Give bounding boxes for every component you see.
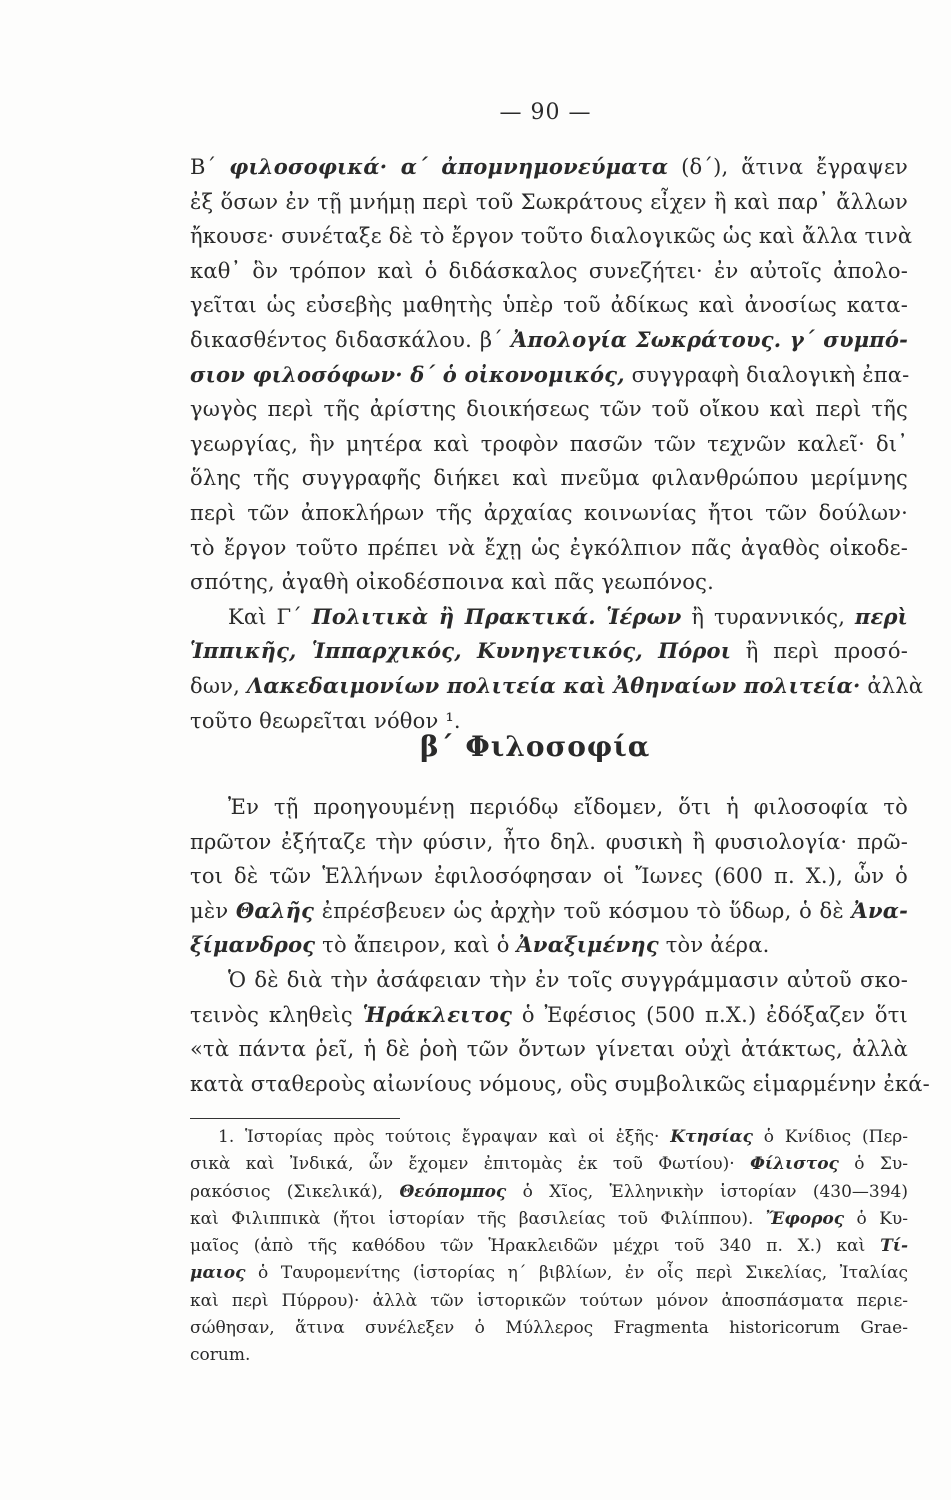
text-run: Β΄ bbox=[190, 155, 230, 179]
text-line bbox=[190, 1288, 908, 1315]
text-line bbox=[190, 427, 908, 462]
emphasized-text: Ἀπολογία Σωκράτους. γ΄ συμπό- bbox=[510, 326, 908, 352]
emphasized-text: Ἀναξιμένης bbox=[516, 932, 659, 958]
text-line bbox=[190, 1179, 908, 1206]
text-run: καθ᾽ ὃν τρόπον καὶ ὁ διδάσκαλος συνεζήτει· ἐν αὐτοῖς ἀπολο- bbox=[190, 258, 908, 283]
text-run: ὁ Συ- bbox=[838, 1154, 908, 1175]
text-run: περὶ τῶν ἀποκλήρων τῆς ἀρχαίας κοινωνίας ἤτοι τῶν δούλων· bbox=[190, 500, 908, 525]
text-line bbox=[190, 1233, 908, 1260]
text-line bbox=[190, 1067, 930, 1102]
text-line bbox=[190, 1124, 908, 1151]
emphasized-text: περὶ bbox=[854, 603, 908, 629]
text-line bbox=[190, 998, 908, 1033]
text-line bbox=[190, 219, 913, 254]
emphasized-text: μαιος bbox=[190, 1263, 246, 1284]
footnote-divider bbox=[190, 1118, 400, 1119]
emphasized-text: Ἔφορος bbox=[765, 1208, 845, 1229]
text-run: κατὰ σταθεροὺς αἰωνίους νόμους, οὓς συμβολικῶς εἱμαρμένην ἐκά- bbox=[190, 1071, 930, 1096]
text-line bbox=[190, 1342, 908, 1369]
text-line bbox=[190, 358, 908, 393]
emphasized-text: φιλοσοφικά· α΄ ἀπομνημονεύματα bbox=[229, 154, 669, 179]
emphasized-text: Ἱππικῆς, Ἱππαρχικός, Κυνηγετικός, Πόροι bbox=[190, 638, 732, 664]
text-run: ὁ Ἐφέσιος (500 π.Χ.) ἐδόξαζεν ὅτι bbox=[512, 1002, 908, 1027]
text-line bbox=[190, 928, 908, 963]
text-line bbox=[190, 600, 908, 635]
text-line bbox=[190, 790, 908, 825]
text-run: ἢ περὶ προσό- bbox=[731, 639, 908, 664]
text-line bbox=[190, 323, 908, 358]
text-run: «τὰ πάντα ῥεῖ, ἡ δὲ ῥοὴ τῶν ὄντων γίνεται οὐχὶ ἀτάκτως, ἀλλὰ bbox=[190, 1037, 908, 1062]
text-run: ἀλλὰ bbox=[860, 673, 924, 698]
text-run: σώθησαν, ἅτινα συνέλεξεν ὁ Μύλλερος Fragmenta historicorum Grae- bbox=[190, 1318, 908, 1339]
text-line bbox=[190, 254, 908, 289]
text-line bbox=[190, 496, 908, 531]
text-run: Καὶ Γ΄ bbox=[228, 604, 312, 629]
text-line bbox=[190, 1032, 908, 1067]
footnote bbox=[190, 1124, 908, 1370]
emphasized-text: Λακεδαιμονίων πολιτεία καὶ Ἀθηναίων πολιτεία· bbox=[246, 672, 861, 698]
emphasized-text: ξίμανδρος bbox=[190, 932, 316, 958]
text-line bbox=[190, 565, 908, 600]
emphasized-text: Θεόπομπος bbox=[399, 1181, 507, 1202]
text-run: corum. bbox=[190, 1345, 251, 1366]
text-run: δικασθέντος διδασκάλου. β΄ bbox=[190, 327, 511, 352]
text-run: τοι δὲ τῶν Ἑλλήνων ἐφιλοσόφησαν οἱ Ἴωνες (600 π. Χ.), ὧν ὁ bbox=[190, 864, 908, 889]
text-line bbox=[190, 1206, 908, 1233]
text-line bbox=[190, 392, 908, 427]
text-line bbox=[190, 669, 924, 704]
text-run: ὁ Ταυρομενίτης (ἱστορίας η΄ βιβλίων, ἐν οἷς περὶ Σικελίας, Ἰταλίας bbox=[245, 1263, 908, 1284]
text-run: Ὁ δὲ διὰ τὴν ἀσάφειαν τὴν ἐν τοῖς συγγράμμασιν αὐτοῦ σκο- bbox=[228, 967, 908, 992]
emphasized-text: Πολιτικὰ ἢ Πρακτικά. Ἱέρων bbox=[311, 603, 682, 629]
text-run: γωγὸς περὶ τῆς ἀρίστης διοικήσεως τῶν τοῦ οἴκου καὶ περὶ τῆς bbox=[190, 397, 908, 422]
text-run: σικὰ καὶ Ἰνδικά, ὧν ἔχομεν ἐπιτομὰς ἐκ τοῦ Φωτίου)· bbox=[190, 1154, 751, 1175]
emphasized-text: Θαλῆς bbox=[235, 897, 315, 923]
text-run: μαῖος (ἀπὸ τῆς καθόδου τῶν Ἡρακλειδῶν μέχρι τοῦ 340 π. Χ.) καὶ bbox=[190, 1236, 881, 1257]
text-run: (δ΄), ἅτινα ἔγραψεν bbox=[668, 155, 908, 179]
text-line bbox=[190, 1260, 908, 1287]
text-run: τὸν ἀέρα. bbox=[658, 933, 770, 958]
text-run: τὸ ἄπειρον, καὶ ὁ bbox=[315, 933, 517, 958]
text-run: ὁ Χῖος, Ἑλληνικὴν ἱστορίαν (430—394) bbox=[506, 1181, 909, 1202]
emphasized-text: σιον φιλοσόφων· δ΄ ὁ οἰκονομικός, bbox=[190, 361, 625, 387]
section-heading: β΄ Φιλοσοφία bbox=[420, 730, 651, 763]
text-line bbox=[190, 859, 908, 894]
text-run: ρακόσιος (Σικελικά), bbox=[190, 1181, 400, 1202]
text-line bbox=[190, 634, 908, 669]
text-run: Ἐν τῇ προηγουμένῃ περιόδῳ εἴδομεν, ὅτι ἡ φιλοσοφία τὸ bbox=[228, 795, 908, 819]
paragraph-philosophy bbox=[190, 790, 930, 1101]
text-line bbox=[190, 185, 908, 220]
text-run: ὅλης τῆς συγγραφῆς διήκει καὶ πνεῦμα φιλανθρώπου μερίμνης bbox=[190, 466, 908, 491]
text-run: πρῶτον ἐξήταζε τὴν φύσιν, ἦτο δηλ. φυσικὴ ἢ φυσιολογία· πρῶ- bbox=[190, 829, 908, 854]
text-line bbox=[190, 894, 908, 929]
emphasized-text: Ἡράκλειτος bbox=[362, 1001, 513, 1027]
text-run: καὶ περὶ Πύρρου)· ἀλλὰ τῶν ἱστορικῶν τούτων μόνον ἀποσπάσματα περιε- bbox=[190, 1290, 908, 1311]
text-run: ἤκουσε· συνέταξε δὲ τὸ ἔργον τοῦτο διαλογικῶς ὡς καὶ ἄλλα τινὰ bbox=[190, 224, 913, 249]
text-run: τὸ ἔργον τοῦτο πρέπει νὰ ἔχῃ ὡς ἐγκόλπιον πᾶς ἀγαθὸς οἰκοδε- bbox=[190, 535, 908, 560]
text-line bbox=[190, 963, 908, 998]
emphasized-text: Τί- bbox=[880, 1236, 908, 1257]
text-run: γεωργίας, ἣν μητέρα καὶ τροφὸν πασῶν τῶν τεχνῶν καλεῖ· δι᾽ bbox=[190, 431, 908, 456]
text-line bbox=[190, 531, 908, 566]
text-line bbox=[190, 825, 908, 860]
text-line bbox=[190, 1315, 908, 1342]
emphasized-text: Κτησίας bbox=[670, 1127, 753, 1147]
text-run: τεινὸς κληθεὶς bbox=[190, 1002, 363, 1027]
text-run: καὶ Φιλιππικὰ (ἤτοι ἱστορίαν τῆς βασιλείας τοῦ Φιλίππου). bbox=[190, 1208, 766, 1229]
text-line bbox=[190, 461, 908, 496]
text-run: ὁ Κυ- bbox=[844, 1208, 908, 1229]
text-line bbox=[190, 288, 908, 323]
text-run: ἐξ ὅσων ἐν τῇ μνήμῃ περὶ τοῦ Σωκράτους εἶχεν ἢ καὶ παρ᾽ ἄλλων bbox=[190, 189, 908, 214]
text-run: ἢ τυραννικός, bbox=[681, 604, 855, 629]
text-line bbox=[190, 150, 908, 185]
emphasized-text: Φίλιστος bbox=[750, 1154, 839, 1175]
text-run: ἐπρέσβευεν ὡς ἀρχὴν τοῦ κόσμου τὸ ὕδωρ, ὁ δὲ bbox=[314, 898, 852, 923]
text-run: δων, bbox=[190, 673, 247, 698]
text-run: τοῦτο θεωρεῖται νόθον ¹. bbox=[190, 708, 461, 733]
text-run: γεῖται ὡς εὐσεβὴς μαθητὴς ὑπὲρ τοῦ ἀδίκως καὶ ἀνοσίως κατα- bbox=[190, 293, 908, 318]
text-line bbox=[190, 1151, 908, 1178]
page-number: — 90 — bbox=[499, 100, 592, 125]
paragraph-xenophon-works bbox=[190, 150, 924, 738]
text-run: σπότης, ἀγαθὴ οἰκοδέσποινα καὶ πᾶς γεωπόνος. bbox=[190, 570, 714, 595]
emphasized-text: Ἀνα- bbox=[851, 897, 908, 923]
text-run: ὁ Κνίδιος (Περ- bbox=[752, 1127, 908, 1147]
text-run: συγγραφὴ διαλογικὴ ἐπα- bbox=[624, 362, 910, 387]
text-run: 1. Ἱστορίας πρὸς τούτοις ἔγραψαν καὶ οἱ ἑξῆς· bbox=[218, 1127, 671, 1147]
text-run: μὲν bbox=[190, 898, 236, 923]
